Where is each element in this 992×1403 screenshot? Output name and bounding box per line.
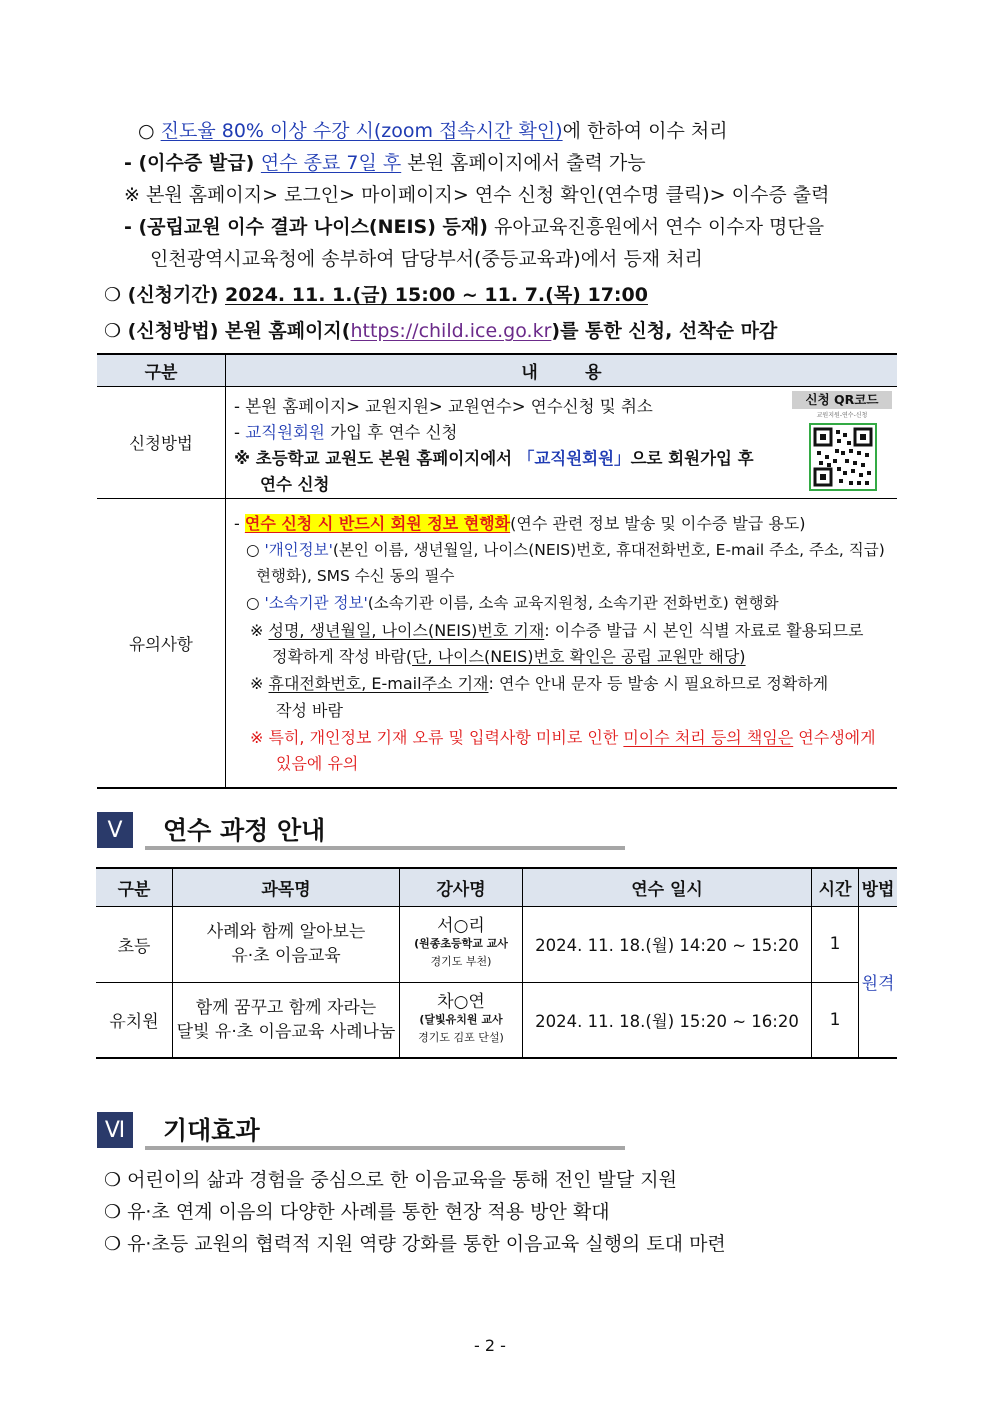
qr-subtitle: 교원지원-연수-신청 [816, 411, 868, 419]
col-content: 내 용 [226, 354, 898, 386]
th-method: 방법 [859, 868, 898, 906]
application-period: ❍ (신청기간) 2024. 11. 1.(금) 15:00 ~ 11. 7.(목) 17:00 [104, 284, 648, 306]
qr-block [792, 391, 892, 493]
application-table [97, 353, 897, 789]
th-subject: 과목명 [173, 868, 400, 906]
effect-item: ❍ 유·초등 교원의 협력적 지원 역량 강화를 통한 이음교육 실행의 토대 마련 [104, 1233, 726, 1255]
row-method-label: 신청방법 [97, 386, 226, 498]
completion-criteria-line: ○ 진도율 80% 이상 수강 시(zoom 접속시간 확인)에 한하여 이수 처리 [138, 120, 728, 142]
homepage-link[interactable]: https://child.ice.go.kr [350, 320, 552, 342]
highlight-notice: 연수 신청 시 반드시 회원 정보 현행화 [244, 513, 511, 533]
section-6-underline [145, 1146, 625, 1150]
certificate-path-note: ※ 본원 홈페이지> 로그인> 마이페이지> 연수 신청 확인(연수명 클릭)> 이수증 출력 [124, 184, 830, 206]
section-5-number: Ⅴ [97, 812, 133, 848]
th-hours: 시간 [812, 868, 859, 906]
col-category: 구분 [97, 354, 226, 386]
section-6-title: 기대효과 [163, 1116, 260, 1145]
section-5-underline [145, 846, 625, 850]
qr-title: 신청 QR코드 [792, 391, 892, 409]
table-row: 초등 사례와 함께 알아보는 유·초 이음교육 서○리 (원종초등학교 교사 경기도 부천) 2024. 11. 18.(월) 14:20 ~ 15:20 1 원격 [96, 906, 897, 982]
application-method: ❍ (신청방법) 본원 홈페이지(https://child.ice.go.kr)를 통한 신청, 선착순 마감 [104, 320, 778, 342]
section-5-title: 연수 과정 안내 [163, 816, 326, 845]
course-table [96, 867, 897, 1059]
row-notes-content: - 연수 신청 시 반드시 회원 정보 현행화(연수 관련 정보 발송 및 이수증 발급 용도) ○ '개인정보'(본인 이름, 생년월일, 나이스(NEIS)번호, 휴대전화번호, E-mail 주소, 주소, 직급) 현행화), SMS 수신 동의 필수 ○ '소속기관 정보'(소속기관 이름, 소속 교육지원청, 소속기관 전화번호) 현행화 ※ 성명, 생년월일, 나이스(NEIS)번호 기재: 이수증 발급 시 본인 식별 자료로 활용되므로 정확하게 작성 바람(단, 나이스(NEIS)번호 확인은 공립 교원만 해당) ※ 휴대전화번호, E-mail주소 기재: 연수 안내 문자 등 발송 시 필요하므로 정확하게 작성 바람 ※ 특히, 개인정보 기재 오류 및 입력사항 미비로 인한 미이수 처리 등의 책임은 연수생에게 있음에 유의 [226, 498, 898, 788]
completion-criteria-link: 진도율 80% 이상 수강 시(zoom 접속시간 확인) [160, 120, 563, 142]
th-lecturer: 강사명 [400, 868, 523, 906]
effect-item: ❍ 어린이의 삶과 경험을 중심으로 한 이음교육을 통해 전인 발달 지원 [104, 1169, 677, 1191]
row-notes-label: 유의사항 [97, 498, 226, 788]
effect-item: ❍ 유·초 연계 이음의 다양한 사례를 통한 현장 적용 방안 확대 [104, 1201, 610, 1223]
method-remote: 원격 [859, 906, 898, 1058]
qr-code-icon[interactable] [809, 423, 877, 491]
neis-line-cont: 인천광역시교육청에 송부하여 담당부서(중등교육과)에서 등재 처리 [150, 248, 703, 270]
certificate-date-link: 연수 종료 7일 후 [260, 152, 402, 174]
th-datetime: 연수 일시 [523, 868, 812, 906]
row-method-content: - 본원 홈페이지> 교원지원> 교원연수> 연수신청 및 취소 - 교직원회원 가입 후 연수 신청 ※ 초등학교 교원도 본원 홈페이지에서 「교직원회원」으로 회원가입 후 연수 신청 신청 QR코드 교원지원-연수-신청 [226, 386, 898, 498]
certificate-line: - (이수증 발급) 연수 종료 7일 후 본원 홈페이지에서 출력 가능 [124, 152, 646, 174]
th-category: 구분 [96, 868, 173, 906]
table-row: 유치원 함께 꿈꾸고 함께 자라는 달빛 유·초 이음교육 사례나눔 차○연 (달빛유치원 교사 경기도 김포 단설) 2024. 11. 18.(월) 15:20 ~ 16:20 1 [96, 982, 897, 1058]
section-6-number: Ⅵ [97, 1112, 133, 1148]
neis-line: - (공립교원 이수 결과 나이스(NEIS) 등재) 유아교육진흥원에서 연수 이수자 명단을 [124, 216, 825, 238]
page-number: - 2 - [474, 1336, 506, 1355]
